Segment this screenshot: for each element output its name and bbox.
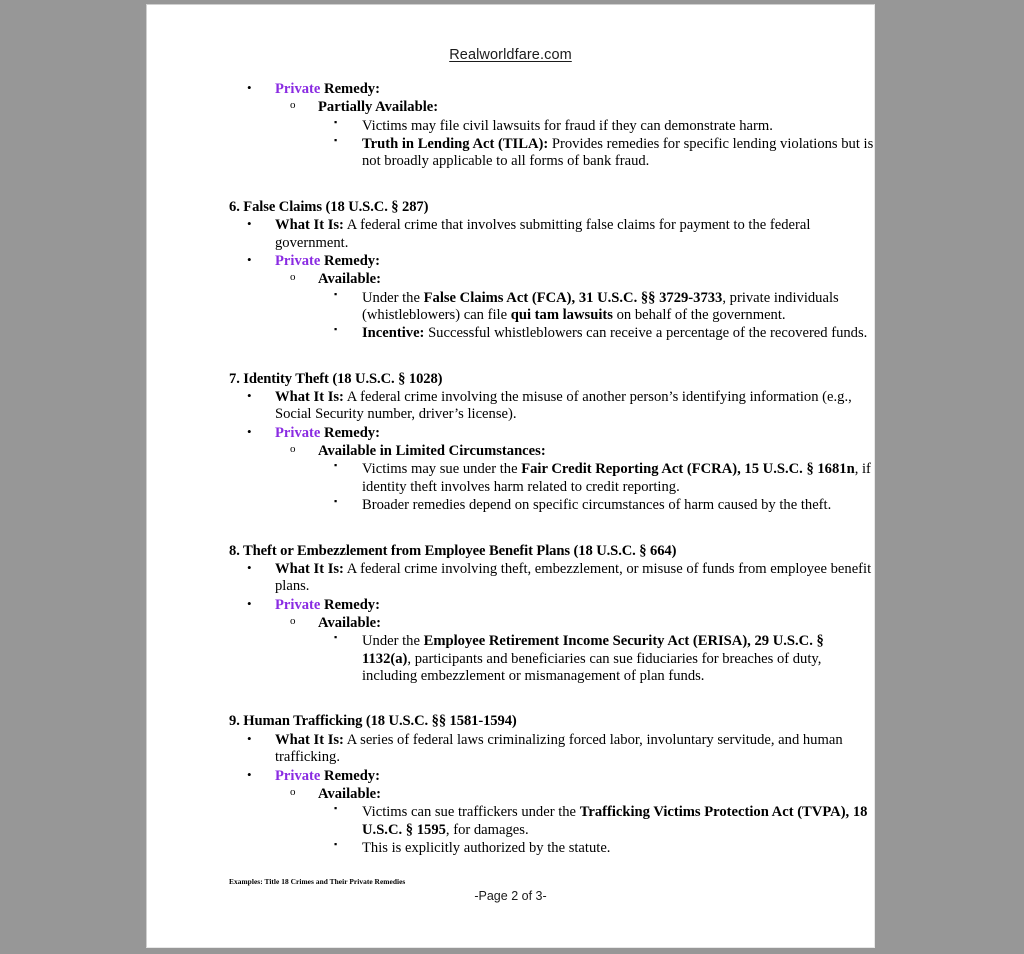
bullet-disc-icon: • <box>247 766 252 782</box>
list-item <box>247 216 874 252</box>
private-label: Private <box>275 424 321 441</box>
what-it-is-text: A federal crime involving the misuse of another person’s identifying information (e.g., Social Security number, driver’s license). <box>275 389 852 423</box>
site-title: Realworldfare.com <box>449 47 572 63</box>
detail-mid: Successful whistleblowers can receive a percentage of the recovered funds. <box>424 325 868 342</box>
remedy-label: Remedy: <box>320 596 380 613</box>
detail-bold: Truth in Lending Act (TILA): <box>362 136 549 153</box>
list-item <box>247 80 874 98</box>
what-it-is-line <box>275 389 874 424</box>
list-item <box>247 559 874 596</box>
detail-mid: , for damages. <box>445 821 529 838</box>
list-item <box>334 496 874 514</box>
detail-text <box>362 290 874 325</box>
bullet-circle-icon: o <box>290 271 296 284</box>
spacer <box>147 685 874 697</box>
list-item <box>247 595 874 614</box>
bullet-disc-icon: • <box>247 423 252 439</box>
remedy-label: Remedy: <box>320 767 380 784</box>
list-item <box>334 116 874 135</box>
remedy-label: Remedy: <box>320 252 380 269</box>
list-item <box>334 288 874 325</box>
bullet-disc-icon: • <box>247 559 252 575</box>
remedy-label: Remedy: <box>320 81 380 97</box>
list-item <box>334 135 874 171</box>
list-item <box>334 460 874 496</box>
private-remedy-line <box>275 425 874 442</box>
detail-bold: Incentive: <box>362 325 425 342</box>
private-label: Private <box>275 252 321 269</box>
detail-text <box>362 325 874 342</box>
bullet-square-icon: ▪ <box>334 324 338 335</box>
list-item <box>334 838 874 857</box>
detail-bold: Employee Retirement Income Security Act (ERISA), 29 U.S.C. § 1132(a) <box>362 633 824 667</box>
private-label: Private <box>275 767 321 784</box>
what-it-is-text: A federal crime that involves submitting false claims for payment to the federal government. <box>275 217 811 251</box>
detail-text: Victims may file civil lawsuits for fraud if they can demonstrate harm. <box>362 117 773 134</box>
footer-document-title: Examples: Title 18 Crimes and Their Private Remedies <box>229 877 406 886</box>
what-it-is-label: What It Is: <box>275 217 344 234</box>
bullet-circle-icon: o <box>290 785 296 798</box>
bullet-circle-icon: o <box>290 443 296 456</box>
what-it-is-text: A federal crime involving theft, embezzlement, or misuse of funds from employee benefit plans. <box>275 560 872 595</box>
what-it-is-line <box>275 732 874 767</box>
list-item <box>290 785 874 803</box>
section-heading: 7. Identity Theft (18 U.S.C. § 1028) <box>229 370 443 387</box>
bullet-disc-icon: • <box>247 595 252 611</box>
spacer <box>147 171 874 183</box>
private-remedy-line <box>275 597 874 614</box>
bullet-square-icon: ▪ <box>334 838 338 849</box>
bullet-disc-icon: • <box>247 216 252 232</box>
detail-text: Broader remedies depend on specific circumstances of harm caused by the theft. <box>362 497 832 514</box>
availability-label: Available: <box>318 614 381 631</box>
list-item <box>247 251 874 270</box>
detail-bold: False Claims Act (FCA), 31 U.S.C. §§ 3729-3733 <box>423 289 723 306</box>
what-it-is-label: What It Is: <box>275 389 344 406</box>
detail-bold: Fair Credit Reporting Act (FCRA), 15 U.S.C. § 1681n <box>521 461 855 478</box>
private-label: Private <box>275 81 321 97</box>
private-remedy-line <box>275 768 874 785</box>
page-number: -Page 2 of 3- <box>474 889 547 903</box>
list-item <box>247 730 874 767</box>
detail-text <box>362 136 874 171</box>
detail-mid: , private individuals (whistleblowers) can file <box>362 289 839 323</box>
what-it-is-label: What It Is: <box>275 731 344 748</box>
bullet-square-icon: ▪ <box>334 116 338 127</box>
section-heading: 6. False Claims (18 U.S.C. § 287) <box>229 198 429 215</box>
detail-rest: Provides remedies for specific lending violations but is not broadly applicable to all forms of bank fraud. <box>362 136 874 170</box>
what-it-is-label: What It Is: <box>275 560 344 577</box>
list-item <box>290 614 874 632</box>
bullet-square-icon: ▪ <box>334 496 338 507</box>
list-item <box>247 766 874 785</box>
bullet-disc-icon: • <box>247 80 252 95</box>
availability-label: Partially Available: <box>318 99 439 116</box>
page-header <box>147 47 874 63</box>
bullet-square-icon: ▪ <box>334 135 338 146</box>
what-it-is-text: A series of federal laws criminalizing forced labor, involuntary servitude, and human trafficking. <box>275 731 843 766</box>
availability-label: Available: <box>318 271 381 288</box>
document-body <box>147 81 874 857</box>
private-remedy-line <box>275 253 874 270</box>
spacer <box>147 515 874 527</box>
list-item <box>290 271 874 288</box>
remedy-label: Remedy: <box>320 424 380 441</box>
detail-text <box>362 461 874 496</box>
detail-post: on behalf of the government. <box>612 306 786 323</box>
detail-mid: , if identity theft involves harm related to credit reporting. <box>362 461 871 495</box>
document-page <box>146 4 875 948</box>
spacer <box>147 343 874 355</box>
detail-bold-2: qui tam lawsuits <box>510 306 613 323</box>
detail-mid: , participants and beneficiaries can sue fiduciaries for breaches of duty, including embezzlement or mismanagement of plan funds. <box>362 650 822 685</box>
detail-text: This is explicitly authorized by the statute. <box>362 839 611 856</box>
detail-text <box>362 804 874 839</box>
availability-label: Available: <box>318 785 381 802</box>
list-item <box>334 632 874 685</box>
bullet-square-icon: ▪ <box>334 288 338 299</box>
list-item <box>290 443 874 460</box>
bullet-disc-icon: • <box>247 730 252 746</box>
availability-label: Available in Limited Circumstances: <box>318 443 546 460</box>
detail-pre: Victims may sue under the <box>362 461 522 478</box>
section-heading: 8. Theft or Embezzlement from Employee Benefit Plans (18 U.S.C. § 664) <box>229 542 677 559</box>
bullet-square-icon: ▪ <box>334 803 338 814</box>
list-item <box>247 423 874 442</box>
detail-text <box>362 633 874 685</box>
private-remedy-line <box>275 81 874 98</box>
section-heading: 9. Human Trafficking (18 U.S.C. §§ 1581-1594) <box>229 713 517 730</box>
what-it-is-line <box>275 561 874 596</box>
bullet-circle-icon: o <box>290 99 296 112</box>
private-label: Private <box>275 596 321 613</box>
list-item <box>334 803 874 839</box>
bullet-square-icon: ▪ <box>334 460 338 471</box>
bullet-disc-icon: • <box>247 251 252 267</box>
detail-bold: Trafficking Victims Protection Act (TVPA), 18 U.S.C. § 1595 <box>362 804 868 838</box>
detail-pre: Victims can sue traffickers under the <box>362 804 580 821</box>
bullet-circle-icon: o <box>290 614 296 627</box>
bullet-square-icon: ▪ <box>334 632 338 643</box>
list-item <box>334 324 874 342</box>
detail-pre: Under the <box>362 633 424 650</box>
list-item <box>290 99 874 116</box>
bullet-disc-icon: • <box>247 388 252 404</box>
detail-pre: Under the <box>362 289 424 306</box>
what-it-is-line <box>275 217 874 252</box>
list-item <box>247 388 874 424</box>
